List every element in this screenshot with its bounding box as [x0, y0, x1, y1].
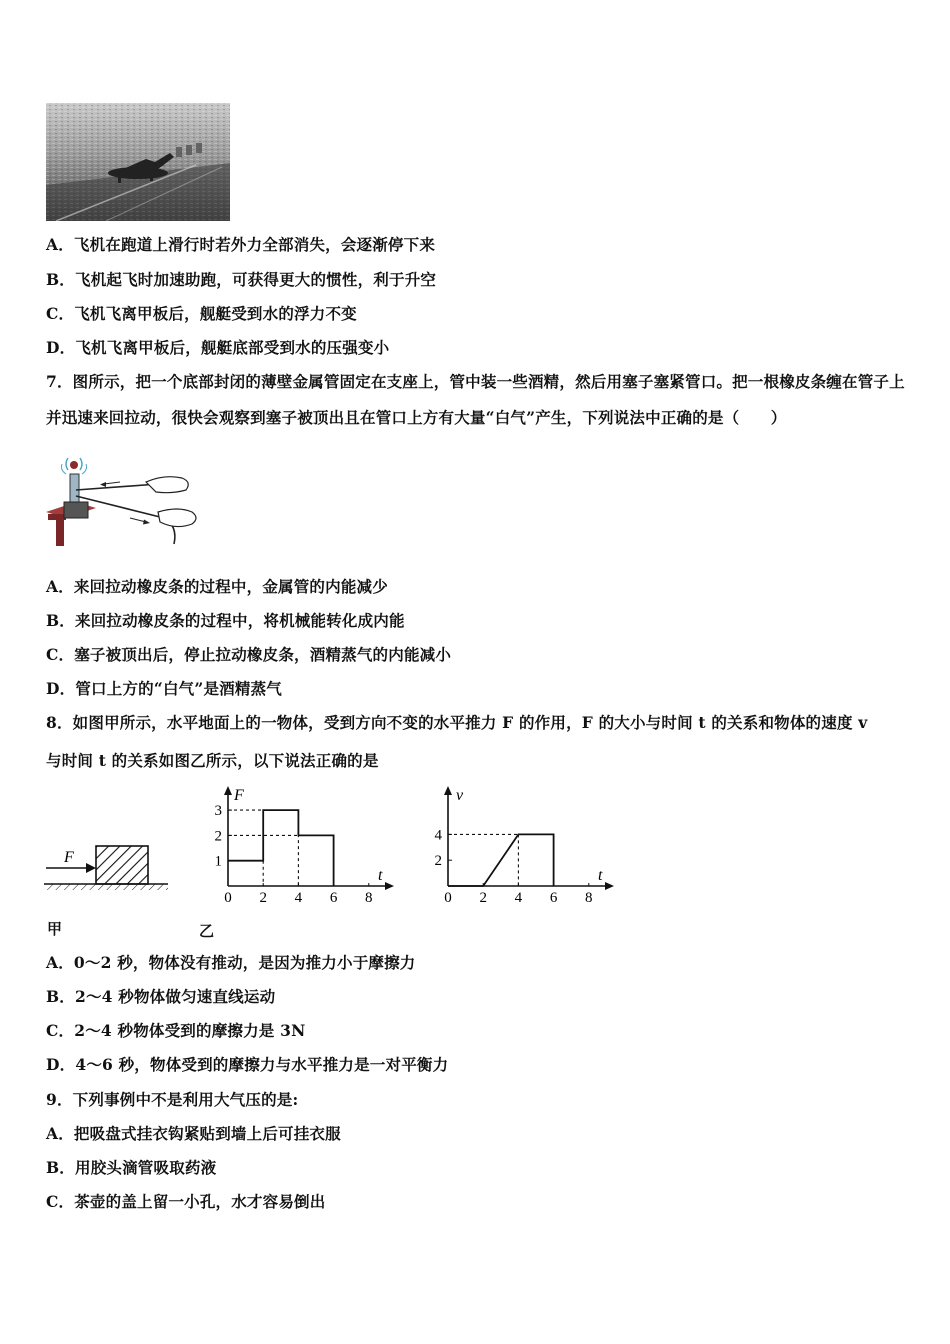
ft-x-tick-label: 4 — [294, 890, 303, 906]
ft-x-tick-label: 2 — [259, 890, 267, 906]
vt-x-tick-label: 2 — [479, 890, 487, 906]
q8-option-a: A．0～2 秒，物体没有推动，是因为推力小于摩擦力 — [46, 953, 416, 972]
ft-y-tick-label: 3 — [214, 803, 222, 820]
vt-ylabel: v — [456, 787, 464, 804]
ft-series-line — [228, 810, 334, 886]
fig-yi-label: 乙 — [199, 922, 215, 940]
ft-x-arrow — [385, 882, 394, 890]
q7-stem: 7．图所示，把一个底部封闭的薄壁金属管固定在支座上，管中装一些酒精，然后用塞子塞紧管口。把一根橡皮条缠在管子上并迅速来回拉动，很快会观察到塞子被顶出且在管口上方有大量“白气”产生，下列说法中正确的是（ ） — [46, 372, 905, 427]
ft-x-tick-label: 0 — [224, 890, 232, 906]
q8-stem-line2: 与时间 t 的关系如图乙所示，以下说法正确的是 — [46, 751, 379, 770]
q8-option-c: C．2～4 秒物体受到的摩擦力是 3N — [46, 1021, 306, 1040]
vt-y-arrow — [444, 786, 452, 795]
vt-y-tick-label: 2 — [434, 853, 442, 870]
ft-y-tick-label: 1 — [214, 853, 222, 870]
vt-x-arrow — [605, 882, 614, 890]
carrier-aircraft-photo — [46, 103, 230, 221]
ft-y-arrow — [224, 786, 232, 795]
q8-stem-line1: 8．如图甲所示，水平地面上的一物体，受到方向不变的水平推力 F 的作用，F 的大小与时间 t 的关系和物体的速度 v — [46, 713, 868, 732]
q9-option-c: C．茶壶的盖上留一小孔，水才容易倒出 — [46, 1192, 326, 1211]
q9-stem: 9．下列事例中不是利用大气压的是: — [46, 1090, 299, 1109]
q7-option-d: D．管口上方的“白气”是酒精蒸气 — [46, 679, 282, 698]
q6-option-a: A．飞机在跑道上滑行时若外力全部消失，会逐渐停下来 — [46, 235, 436, 254]
q7-option-c: C．塞子被顶出后，停止拉动橡皮条，酒精蒸气的内能减小 — [46, 645, 452, 664]
q8-block-figure — [44, 842, 172, 892]
fig-jia-label: 甲 — [47, 920, 63, 938]
vt-x-tick-label: 4 — [514, 890, 523, 906]
q7-option-b: B．来回拉动橡皮条的过程中，将机械能转化成内能 — [46, 611, 405, 630]
q8-option-b: B．2～4 秒物体做匀速直线运动 — [46, 987, 276, 1006]
ft-xlabel: t — [378, 867, 383, 884]
q6-option-c: C．飞机飞离甲板后，舰艇受到水的浮力不变 — [46, 304, 357, 323]
q6-option-b: B．飞机起飞时加速助跑，可获得更大的惯性，利于升空 — [46, 270, 437, 289]
q9-option-a: A．把吸盘式挂衣钩紧贴到墙上后可挂衣服 — [46, 1124, 341, 1143]
ft-y-tick-label: 2 — [214, 828, 222, 845]
vt-x-tick-label: 6 — [549, 890, 558, 906]
vt-y-tick-label: 4 — [434, 827, 442, 844]
q8-option-d: D．4～6 秒，物体受到的摩擦力与水平推力是一对平衡力 — [46, 1055, 449, 1074]
ft-ylabel: F — [234, 787, 244, 804]
q8-force-time-graph — [210, 782, 400, 906]
vt-xlabel: t — [598, 867, 603, 884]
q9-option-b: B．用胶头滴管吸取药液 — [46, 1158, 217, 1177]
ft-x-tick-label: 8 — [365, 890, 373, 906]
vt-x-tick-label: 0 — [444, 890, 452, 906]
vt-series-line — [448, 834, 554, 886]
force-label: F — [64, 849, 74, 866]
q6-option-d: D．飞机飞离甲板后，舰艇底部受到水的压强变小 — [46, 338, 390, 357]
ft-x-tick-label: 6 — [329, 890, 338, 906]
q8-velocity-time-graph — [430, 782, 620, 906]
q7-option-a: A．来回拉动橡皮条的过程中，金属管的内能减少 — [46, 577, 388, 596]
q7-tube-experiment-figure — [46, 456, 206, 548]
vt-x-tick-label: 8 — [585, 890, 593, 906]
